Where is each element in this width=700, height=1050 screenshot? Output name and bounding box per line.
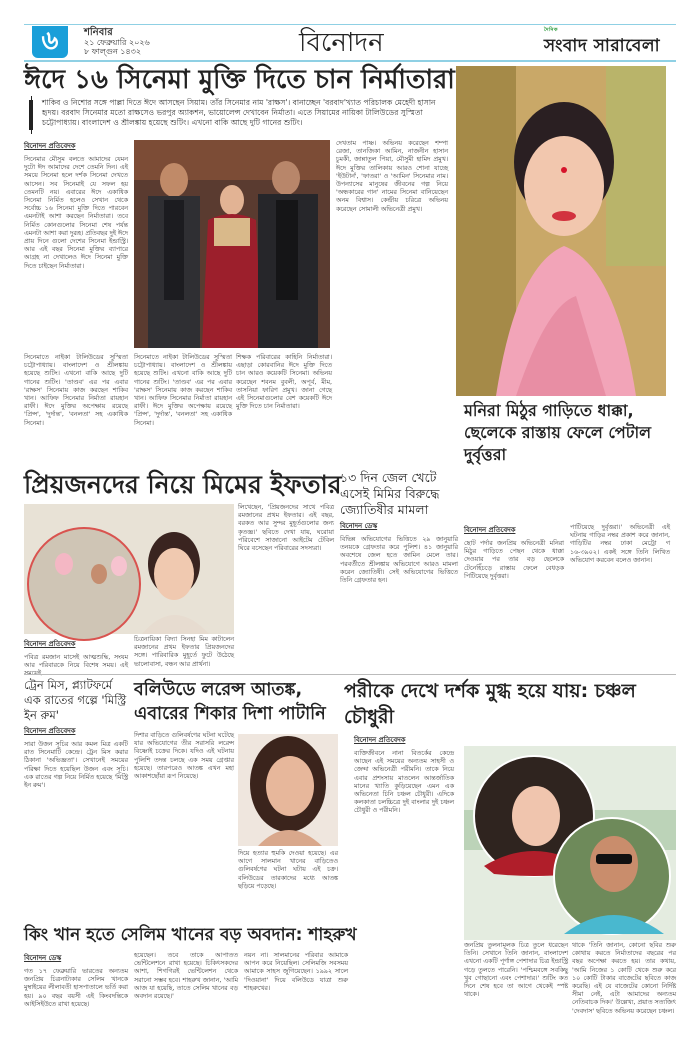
lead-column-3	[236, 354, 332, 464]
pori-body-3: থাকে 'তিনি জানান, কোনো ছবির শুরু কোথায় করতে নির্মাতাদের বছরের পর বছর অপেক্ষা করতে হয়। তার কথায়, 'আমি নিজের ১ কোটি থেকে শুরু করে ১০ কোটি টাকার বাজেটের ছবিতে কাজ করেছি। এই যে বাজেটের কোনো নির্দিষ্ট সীমা নেই, এটা আমাদের অন্যতম নেতিবাচক দিক।' উল্লেখ্য, প্রয়াত সত্যজিৎ 'দেবদাস' ছবিতে অভিনয় করেছেন চঞ্চল।	[572, 942, 676, 1015]
monira-body-2: পাটিয়েছে দুর্বৃত্তরা।' অভিনেত্রী এই ঘটনায় গাড়ির নম্বর প্রকাশ করে জানান, গাড়িটির নম্বর ঢাকা মেট্রো গ ১৬-৩৯০২। একই সঙ্গে তিনি লিখিত অভিযোগ করবেন বলেও জানান।	[570, 524, 670, 564]
iftar-column-2	[134, 636, 234, 670]
pori-byline: বিনোদন প্রতিবেদক	[354, 736, 406, 744]
monira-column-2	[570, 524, 670, 670]
lawrence-column-2	[238, 850, 338, 920]
disha-photo	[238, 734, 338, 846]
pori-column-2	[464, 942, 568, 1034]
lead-body-3: শিক্ষক পরিবারের কাহিনি নির্মাতারা। এছাড়া কোরবানির ঈদে মুক্তি দিতে চান আরও কয়েকটি সিনেমা। অভিনয় করেছেন শবনম বুবলী, অপূর্ব, মীম, তাসনিয়া ফারিণ প্রমুখ। জানা গেছে এই সিনেমাগুলোর বেশ কয়েকটি ঈদে মুক্তি দিতে চান নির্মাতারা।	[236, 354, 332, 411]
lead-body-4: দেখতাম পাষ্ণ। অভিনয় করেছেন শম্পা রেজা, তানজিকা আমিন, নাজনীন হাসান চুমকী, জান্নাতুল পিয়া, মৌসুমী হামিদ প্রমুখ। ঈদে মুক্তির তালিকায় আরও শোনা যাচ্ছে 'ইউটার্ন', 'ফাতরা' ও 'আমিন' সিনেমার নাম। উপন্যাসের মানুষের জীবনের গল্প নিয়ে 'অন্ধকারের গান' নামের সিনেমা বানিয়েছেন অনম বিশ্বাস। কেন্দ্রীয় চরিত্রে অভিনয় করেছেন সোমালী অভিনেত্রী প্রমুখ।	[336, 140, 448, 213]
masthead-logo	[543, 27, 660, 61]
monira-byline: বিনোদন প্রতিবেদক	[464, 526, 516, 534]
lead-body-1: সিনেমার মৌসুম বলতে আমাদের যেমন দুটো ঈদ আমাদের দেশে তেমনি দিন। এই সময়ে সিনেমা হলে দর্শক সিনেমা দেখতে আসেন। সব সিনেমাই যে সফল হয় তেমনটি নয়। এবারের ঈদে একাধিক সিনেমা নির্মিত হলেও সেখান থেকে সর্বোচ্চ ১৬ সিনেমা মুক্তি দিতে পারবেন এমনটাই আশা করছেন নির্মাতারা। তবে নির্মিত কোনগুলোর সিনেমা শেষ পর্যন্ত এমনটা আশা করা দুরূহ। প্রতিবছর দুই ঈদে প্রায় দিনে গুলো দেশের সিনেমা ইন্ডাস্ট্রি। আর এই বছর সিনেমা মুক্তির ব্যাপারে আগ্রহ না দেখালেও ঈদে সিনেমা মুক্তি দিতে চাইছেন নির্মাতারা।	[24, 156, 128, 270]
date-gregorian: ২১ ফেব্রুয়ারি ২০২৬	[84, 37, 150, 47]
monira-column-1	[464, 524, 564, 670]
jail-byline: বিনোদন ডেস্ক	[340, 522, 378, 530]
lead-column-1	[24, 140, 128, 350]
lead-photo	[134, 140, 330, 348]
monira-body-1: ছোট পর্দার জনপ্রিয় অভিনেত্রী মনিরা মিঠুর গাড়িতে পেছন থেকে ধাক্কা দেওয়ার পর তার বড় ছেলেকে টেনেহিঁচড়ে রাস্তায় ফেলে বেধড়ক পিটিয়েছে দুর্বৃত্তরা।	[464, 540, 564, 580]
jail-body: বিভিন্ন অভিযোগের ভিত্তিতে ২৯ জানুয়ারি তনয়কে গ্রেফতার করে পুলিশ। ৪১ জানুয়ারি অবশেষে জেল হতে জামিন মেলে তার। পরবর্তীতে শ্রীলঙ্কায় অভিযোগে আরও মামলা করেন জ্যোতিষী। সেই অভিযোগের ভিত্তিতে তিনি গ্রেফতার হন।	[340, 536, 458, 585]
lead-body-1b: সিনেমাতে নাইকা টালিউডের সুস্মিতা চট্টোপাধ্যায়। বাংলাদেশ ও শ্রীলঙ্কায় হয়েছে শুটিং। এখনো বাকি আছে দুটি গানের শুটিং। 'তাণ্ডব' এর পর এবার 'রাক্ষস' সিনেমায় কাজ করছেন শাকিব খান। আফিফ সিনেমার নির্মাতা রায়হান রাফী। ঈদে মুক্তির অপেক্ষায় রয়েছে 'প্রিন্স', 'দুর্দান্ত', 'বনলতা' সহ একাধিক সিনেমা।	[24, 354, 128, 427]
iftar-body-3: লিখেছেন, 'প্রিয়জনদের সাথে পবিত্র রমজানের প্রথম ইফতার। এই বছর, বরকত আর সুন্দর মুহূর্তগুলোর জন্য কৃতজ্ঞ।' ছবিতে দেখা যায়, ঘরোয়া পরিবেশে সাজানো আইটেম টেবিল ঘিরে বসেছেন পরিবারের সদস্যরা।	[238, 504, 334, 553]
page-header	[24, 24, 676, 62]
lawrence-body-2: দিয়ে হত্যার হুমকি দেওয়া হয়েছে। এর আগে সালমান খানের বাড়িতেও গুলিবর্ষণের ঘটনা ঘটায় এই চক্র। বলিউডের তারকাদের মধ্যে আতঙ্ক ছড়িয়ে পড়েছে।	[238, 850, 338, 890]
masthead-name: সংবাদ সারাবেলা	[543, 36, 660, 56]
jail-headline: ১৩ দিন জেল খেটে এসেই মিমির বিরুদ্ধে জ্যোতিষীর মামলা	[340, 470, 440, 517]
weekday: শনিবার	[84, 27, 113, 38]
salim-column-3	[244, 952, 348, 1036]
deck-marker	[29, 100, 33, 130]
lead-headline: ঈদে ১৬ সিনেমা মুক্তি দিতে চান নির্মাতারা	[24, 65, 455, 95]
salim-headline: কিং খান হতে সেলিম খানের বড় অবদান: শাহরুখ	[24, 925, 357, 945]
lawrence-column-1	[134, 732, 234, 922]
train-body: সারা উজন সূচির আর কমল মিত্র একটি রাত সিনেমাটি কেন্দ্রে। ট্রেন মিস করার ঠিকানা 'অভিজ্ঞতা'। সেখানেই সময়ের পরিক্ষা দিতে হয়েছিল উজন এবং সূচি। এক রাতের গল্প নিয়ে নির্মিত হয়েছে 'মিস্ট্রি ইন রুম'।	[24, 741, 128, 790]
iftar-headline: প্রিয়জনদের নিয়ে মিমের ইফতার	[24, 470, 342, 499]
salim-column-2	[134, 952, 238, 1036]
date-block	[84, 28, 150, 57]
salim-body-2: হয়েছেন। তবে তাকে আপাতত ভেন্টিলেশনে রাখা হয়েছে। চিকিৎসকদের আশা, শিগগিরই ভেন্টিলেশন থেকে সরানো সম্ভব হবে। শাহরুখ জানান, 'আমি আজ যা হয়েছি, তাতে সেলিম খানের বড় অবদান রয়েছে।'	[134, 952, 238, 1001]
lead-body-2: সিনেমাতে নাইকা টালিউডের সুস্মিতা চট্টোপাধ্যায়। বাংলাদেশ ও শ্রীলঙ্কায় হয়েছে শুটিং। এখনো বাকি আছে দুটি গানের শুটিং। 'তাণ্ডব' এর পর এবার 'রাক্ষস' সিনেমায় কাজ করছেন শাকিব খান। আফিফ সিনেমার নির্মাতা রায়হান রাফী। ঈদে মুক্তির অপেক্ষায় রয়েছে 'প্রিন্স', 'দুর্দান্ত', 'বনলতা' সহ একাধিক সিনেমা।	[134, 354, 232, 427]
pori-column-1	[354, 734, 454, 1030]
pori-body-2: জনপ্রিয় তুলনামূলক চিত্র তুলে ধরেছেন তিনি। সেখানে তিনি জানান, বাংলাদেশ এখনো একটি পূর্ণাঙ্গ পেশাদার চিত্র ইন্ডাস্ট্রি গড়ে তুলতে পারেনি। 'পশ্চিমবঙ্গে সবকিছু খুব গোছানো এবং পেশাদার।' শুটিং কত দিনে শেষ হবে তা আগে থেকেই স্পষ্ট থাকে।	[464, 942, 568, 999]
iftar-column-1	[24, 638, 128, 668]
lead-column-2	[134, 354, 232, 464]
newspaper-page	[24, 24, 676, 1044]
train-headline: ট্রেন মিস, প্ল্যাটফর্মে এক রাতের গল্পে 'মিস্ট্রি ইন রুম'	[24, 678, 127, 722]
salim-byline: বিনোদন ডেস্ক	[24, 954, 62, 962]
pori-chanchal-photo	[464, 746, 676, 940]
iftar-byline: বিনোদন প্রতিবেদক	[24, 640, 76, 648]
section-divider	[24, 674, 676, 675]
two-actors-circle-photos	[464, 746, 676, 940]
lead-column-1b	[24, 354, 128, 464]
family-iftar-photo	[24, 504, 234, 634]
three-actors-photo	[134, 140, 330, 348]
pori-body-1: ব্যক্তিজীবনে নানা বিতর্কের কেন্দ্রে আছেন এই সময়ের অন্যতম সাহসী ও জেদ্দা অভিনেত্রী পরীমনি। তাকে নিয়ে এবার প্রশংসায় মাতলেন আন্তর্জাতিক মানের খ্যাতি কুড়িয়েছেন এমন এক অভিনেতা চিনি চঞ্চল চৌধুরী। এদিকে কলকাতা চলচ্চিত্রে দুই বাংলার দুই চঞ্চল চৌধুরী ও পরীমনি।	[354, 750, 454, 815]
iftar-body-2: চিত্রনায়িকা বিদ্যা সিনহা মিম কাটালেন রমজানের প্রথম ইফতার প্রিয়জনদের সঙ্গে। পারিবারিক মুহূর্তে ফুটে উঠেছে ভালোবাসা, বন্ধন আর প্রার্থনা।	[134, 636, 234, 668]
lawrence-body-1: দিশার বাড়িতে গুলিবর্ষণের ঘটনা ঘটেছে যার অভিযোগের তীর সরাসরি লরেন্স বিষ্ণোই চক্রের দিকে। যদিও এই ঘটনায় পুলিশি তদন্ত চলছে এক সময় গ্রেপ্তার হয়েছে। তারপরেও আতঙ্ক এখন মহা আকাশছোঁয়া রূপ নিয়েছে।	[134, 732, 234, 781]
iftar-body-1: পবিত্র রমজান মাসেই আত্মশুদ্ধি, সংযম আর পরিবারকে নিয়ে বিশেষ সময়। এই	[24, 654, 128, 670]
section-title: বিনোদন	[299, 28, 384, 58]
lead-byline: বিনোদন প্রতিবেদক	[24, 142, 76, 150]
monira-photo	[456, 66, 666, 396]
lead-column-4	[336, 140, 448, 350]
lead-deck: শাকিব ও নিশোর সঙ্গে পাল্লা দিতে ঈদে আসছেন সিয়াম। তাঁর সিনেমার নাম 'রাক্ষস'। বানাচ্ছেন 'বরবাদ'খ্যাত পরিচালক মেহেদী হাসান হৃদয়। বরবাদ সিনেমার মতো রাক্ষসেও ভরপুর অ্যাকশন, ভায়োলেন্স দেখাবেন নির্মাতা। এতে সিয়ামের নায়িকা টালিউডের সুস্মিতা চট্টোপাধ্যায়। বাংলাদেশ ও শ্রীলঙ্কায় হয়েছে শুটিং। এখনো বাকি আছে দুটি গানের শুটিং।	[42, 98, 436, 127]
masthead-small: দৈনিক	[543, 27, 558, 33]
jail-story	[340, 470, 458, 670]
actress-portrait-disha	[238, 734, 338, 846]
train-story	[24, 678, 128, 918]
salim-column-1	[24, 952, 128, 1036]
date-bengali: ৮ ফাল্গুন ১৪৩২	[84, 47, 142, 56]
pori-column-3	[572, 942, 676, 1034]
page-number: ৬	[32, 26, 68, 58]
iftar-column-3	[238, 504, 334, 670]
train-byline: বিনোদন প্রতিবেদক	[24, 727, 76, 735]
lawrence-headline: বলিউডে লরেন্স আতঙ্ক, এবারের শিকার দিশা পাটানি	[134, 680, 326, 724]
salim-body-3: নয়ন না। সালমানের পরিবার আমাকে আপন করে নিয়েছিল। সেলিমজি সবসময় আমাকে সাহস জুগিয়েছেন। ১৯৯২ সালে 'দিওয়ানা' দিয়ে বলিউডে যাত্রা শুরু শাহরুখের।	[244, 952, 348, 992]
salim-body-1: গত ১৭ ফেব্রুয়ারি ভারতের অন্যতম জনপ্রিয় চিত্রনাট্যকার সেলিম খানকে মুম্বাইয়ের লীলাবতী হাসপাতালে ভর্তি করা হয়। ৯০ বছর বয়সী এই কিংবদন্তিকে আইসিইউতে রাখা হয়েছে।	[24, 968, 128, 1008]
iftar-photo	[24, 504, 234, 634]
actress-portrait	[456, 66, 666, 396]
pori-headline: পরীকে দেখে দর্শক মুগ্ধ হয়ে যায়: চঞ্চল চৌধুরী	[344, 680, 636, 728]
monira-headline: মনিরা মিঠুর গাড়িতে ধাক্কা, ছেলেকে রাস্তায় ফেলে পেটাল দুর্বৃত্তরা	[464, 401, 652, 464]
